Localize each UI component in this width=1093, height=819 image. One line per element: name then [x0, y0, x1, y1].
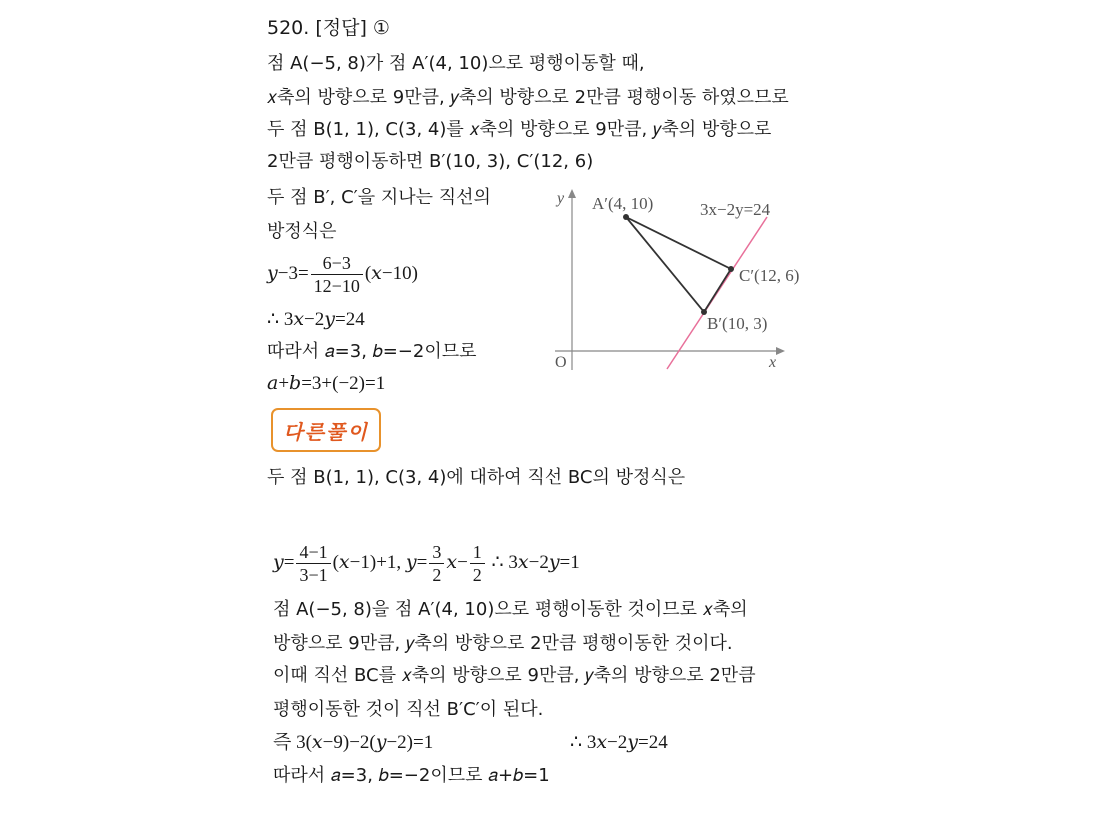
label-c-prime: C′(12, 6) — [739, 266, 800, 285]
slope-fraction — [311, 252, 363, 297]
origin-label: O — [555, 354, 567, 371]
coordinate-graph — [545, 185, 825, 380]
triangle-abc-prime — [626, 217, 731, 312]
slope-denominator: 12−10 — [313, 276, 360, 297]
solution-line-6: 방정식은 — [267, 221, 337, 242]
alt-final-left: 즉 3(𝑥−9)−2(𝑦−2)=1 — [273, 732, 434, 753]
frac3-denominator: 2 — [472, 565, 482, 586]
x-axis-arrow — [776, 347, 785, 355]
bc-eq-part1: 𝑦= — [273, 552, 295, 573]
solution-line-5: 두 점 B′, C′을 지나는 직선의 — [267, 187, 491, 208]
bc-eq-part4: ∴ 3𝑥−2𝑦=1 — [486, 552, 580, 573]
solution-line-2: 𝑥축의 방향으로 9만큼, 𝑦축의 방향으로 2만큼 평행이동 하였으므로 — [267, 87, 789, 108]
alt-line-2: 방향으로 9만큼, 𝑦축의 방향으로 2만큼 평행이동한 것이다. — [273, 633, 733, 654]
y-axis-arrow — [568, 189, 576, 198]
therefore-line: ∴ 3𝑥−2𝑦=24 — [267, 309, 365, 330]
bc-eq-part3: 𝑥− — [446, 552, 468, 573]
problem-number: 520. — [267, 17, 310, 39]
line-equation — [267, 250, 418, 298]
alt-intro: 두 점 B(1, 1), C(3, 4)에 대하여 직선 BC의 방정식은 — [267, 467, 686, 488]
bc-slope-denominator: 3−1 — [299, 565, 328, 586]
frac3-numerator: 1 — [470, 541, 485, 564]
solution-line-1: 점 A(−5, 8)가 점 A′(4, 10)으로 평행이동할 때, — [267, 53, 645, 74]
solution-line-3: 두 점 B(1, 1), C(3, 4)를 𝑥축의 방향으로 9만큼, 𝑦축의 방향으로 — [267, 119, 772, 140]
line-label: 3x−2y=24 — [700, 200, 771, 219]
line-eq-rhs: (𝑥−10) — [364, 263, 418, 284]
answer-tag: [정답] ① — [315, 17, 390, 39]
alt-conclusion: 따라서 𝑎=3, 𝑏=−2이므로 𝑎+𝑏=1 — [273, 765, 550, 786]
x-axis-label: x — [769, 354, 777, 371]
alt-line-4: 평행이동한 것이 직선 B′C′이 된다. — [273, 699, 544, 720]
frac-three-halves — [429, 541, 444, 586]
alt-solution-badge: 다른풀이 — [271, 408, 381, 452]
alt-line-1: 점 A(−5, 8)을 점 A′(4, 10)으로 평행이동한 것이므로 𝑥축의 — [273, 599, 748, 620]
label-b-prime: B′(10, 3) — [707, 314, 768, 333]
solution-line-4: 2만큼 평행이동하면 B′(10, 3), C′(12, 6) — [267, 151, 594, 172]
alt-line-3: 이때 직선 BC를 𝑥축의 방향으로 9만큼, 𝑦축의 방향으로 2만큼 — [273, 665, 756, 686]
y-axis-label: y — [557, 190, 565, 207]
line-eq-lhs: 𝑦−3= — [267, 263, 309, 284]
point-a-prime — [623, 214, 629, 220]
alt-final-right: ∴ 3𝑥−2𝑦=24 — [570, 732, 668, 753]
bc-slope-numerator: 4−1 — [296, 541, 330, 564]
bc-slope-fraction — [296, 541, 330, 586]
conclusion-line: 따라서 𝑎=3, 𝑏=−2이므로 — [267, 341, 477, 362]
frac-one-half — [470, 541, 485, 586]
sum-line: 𝑎+𝑏=3+(−2)=1 — [267, 373, 386, 394]
frac2-numerator: 3 — [429, 541, 444, 564]
bc-equation — [273, 538, 580, 588]
line-3x-2y-24 — [667, 217, 767, 369]
bc-eq-part2: (𝑥−1)+1, 𝑦= — [332, 552, 428, 573]
frac2-denominator: 2 — [432, 565, 442, 586]
slope-numerator: 6−3 — [311, 252, 363, 275]
problem-header — [267, 16, 390, 40]
label-a-prime: A′(4, 10) — [592, 194, 654, 213]
point-c-prime — [728, 266, 734, 272]
